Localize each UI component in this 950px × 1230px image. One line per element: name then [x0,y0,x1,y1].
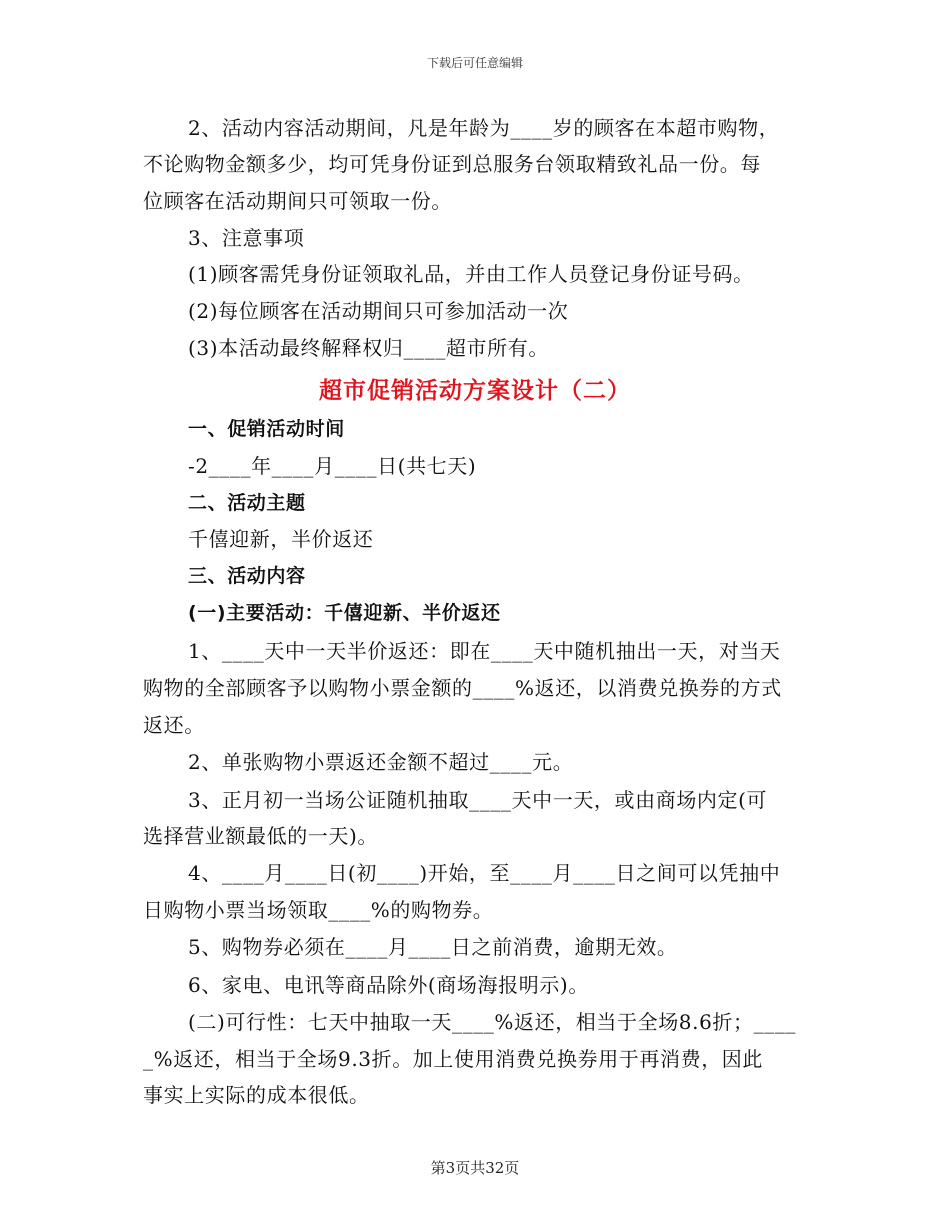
paragraph-line: 2、活动内容活动期间，凡是年龄为____岁的顾客在本超市购物， [188,116,780,140]
paragraph-line: 位顾客在活动期间只可领取一份。 [143,189,452,213]
paragraph-line: 2、单张购物小票返还金额不超过____元。 [188,750,574,774]
heading-time: 一、促销活动时间 [188,418,345,440]
paragraph-line: -2____年____月____日(共七天) [188,454,477,478]
paragraph-line: 购物的全部顾客予以购物小票金额的____%返还，以消费兑换券的方式 [143,676,782,700]
paragraph-line: 事实上实际的成本很低。 [143,1083,370,1107]
heading-theme: 二、活动主题 [188,492,306,514]
paragraph-line: 3、注意事项 [188,226,305,250]
paragraph-line: _%返还，相当于全场9.3折。加上使用消费兑换券用于再消费，因此 [143,1047,764,1071]
page-header: 下载后可任意编辑 [426,56,523,70]
subheading-main-activity: (一)主要活动：千僖迎新、半价返还 [188,602,501,624]
section-title: 超市促销活动方案设计（二） [319,378,631,404]
paragraph-line: (2)每位顾客在活动期间只可参加活动一次 [188,299,569,323]
heading-content: 三、活动内容 [188,565,306,587]
paragraph-line: 4、____月____日(初____)开始，至____月____日之间可以凭抽中 [188,861,781,885]
paragraph-line: 返还。 [143,713,205,737]
paragraph-line: 6、家电、电讯等商品除外(商场海报明示)。 [188,973,589,997]
paragraph-line: (二)可行性：七天中抽取一天____%返还，相当于全场8.6折；____ [188,1010,797,1034]
paragraph-line: 1、____天中一天半价返还：即在____天中随机抽出一天，对当天 [188,639,781,663]
paragraph-line: 5、购物券必须在____月____日之前消费，逾期无效。 [188,935,678,959]
paragraph-line: 3、正月初一当场公证随机抽取____天中一天，或由商场内定(可 [188,788,768,812]
paragraph-line: 选择营业额最低的一天)。 [143,824,379,848]
paragraph-line: 千僖迎新，半价返还 [188,527,374,551]
paragraph-line: 不论购物金额多少，均可凭身份证到总服务台领取精致礼品一份。每 [143,152,761,176]
paragraph-line: 日购物小票当场领取____%的购物券。 [143,898,494,922]
paragraph-line: (3)本活动最终解释权归____超市所有。 [188,336,549,360]
paragraph-line: (1)顾客需凭身份证领取礼品，并由工作人员登记身份证号码。 [188,262,754,286]
page-footer: 第3页共32页 [430,1159,520,1177]
